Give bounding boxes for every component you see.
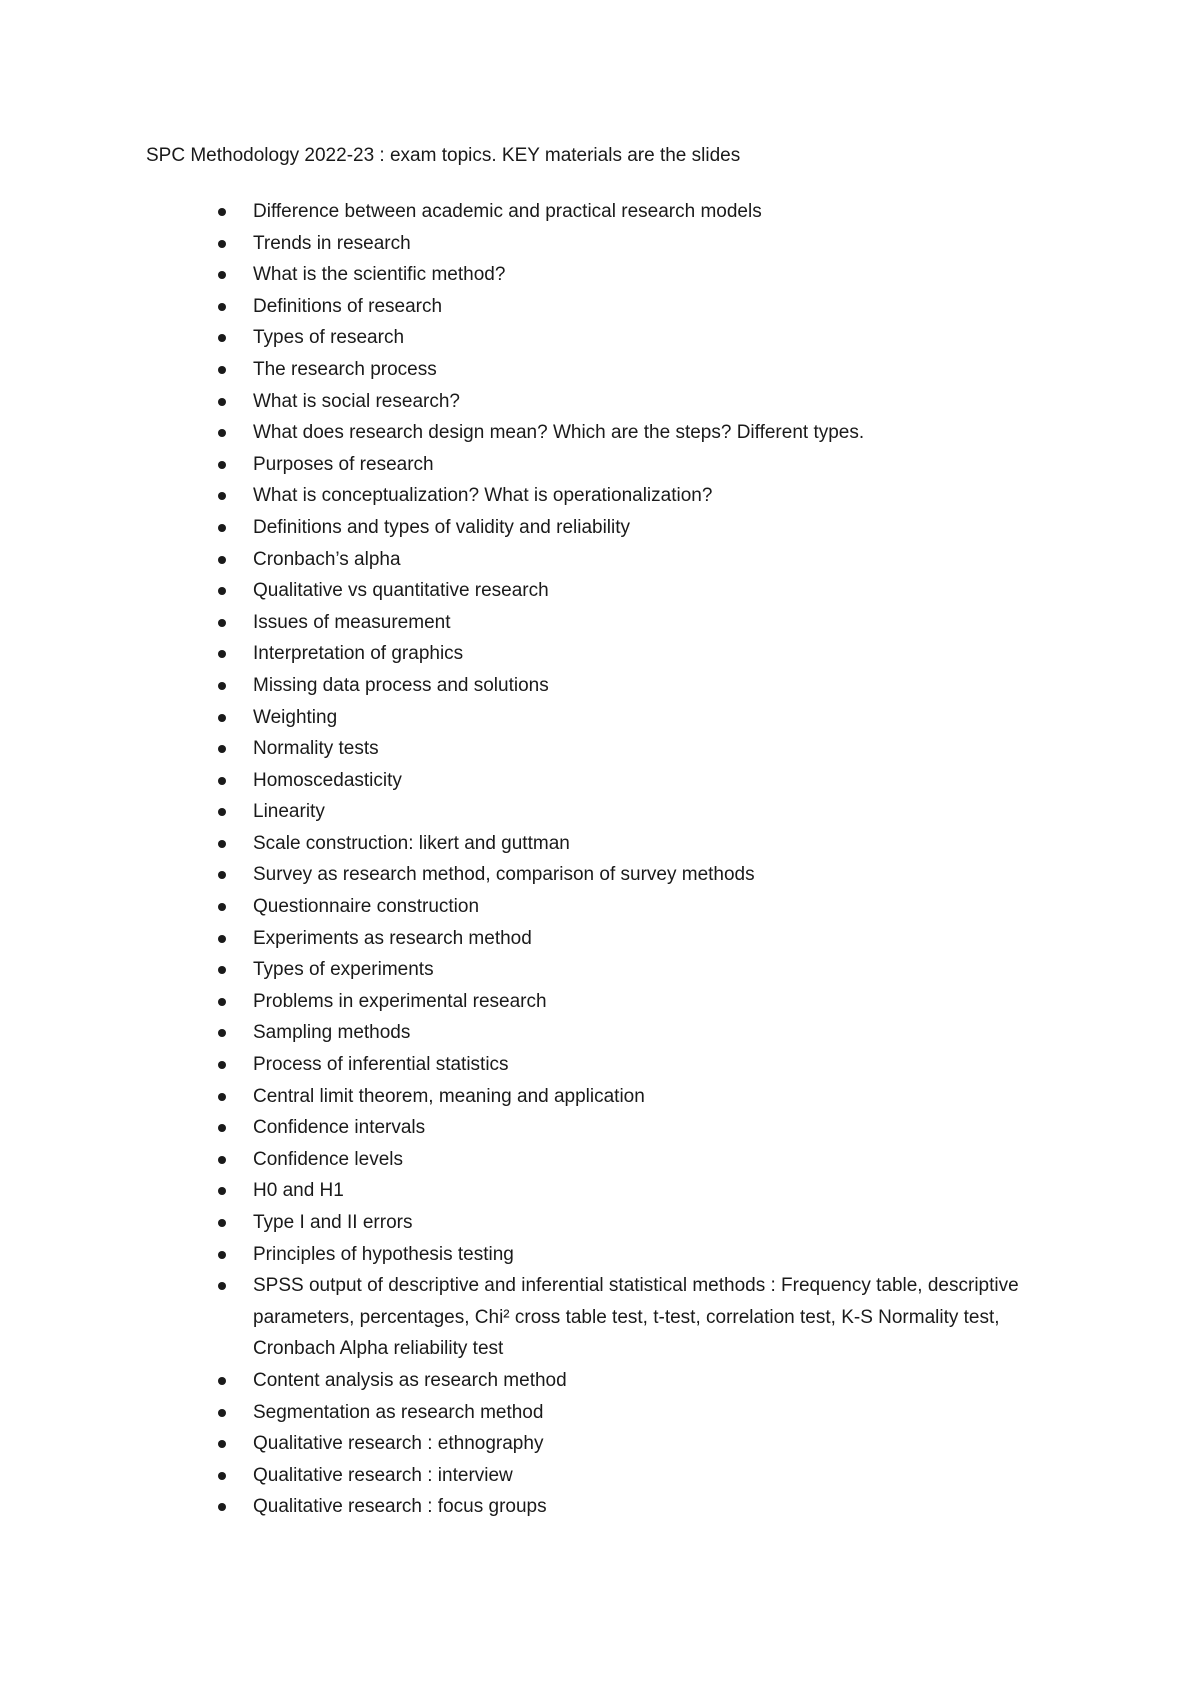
document-title: SPC Methodology 2022-23 : exam topics. KEY materials are the slides	[146, 145, 741, 166]
list-item	[0, 575, 1200, 607]
list-item	[0, 1428, 1200, 1460]
topic-text: Survey as research method, comparison of survey methods	[253, 864, 755, 886]
topic-text: Qualitative research : interview	[253, 1464, 513, 1486]
bullet-icon	[218, 1251, 226, 1259]
topic-text: What does research design mean? Which are the steps? Different types.	[253, 422, 865, 444]
list-item	[0, 449, 1200, 481]
list-item	[0, 638, 1200, 670]
list-item	[0, 796, 1200, 828]
bullet-icon	[218, 650, 226, 658]
topic-text: Qualitative vs quantitative research	[253, 580, 549, 602]
list-item	[0, 1239, 1200, 1271]
bullet-icon	[218, 429, 226, 437]
list-item	[0, 765, 1200, 797]
bullet-icon	[218, 303, 226, 311]
list-item	[0, 1017, 1200, 1049]
bullet-icon	[218, 745, 226, 753]
topic-text: Experiments as research method	[253, 927, 532, 949]
topic-text: Weighting	[253, 706, 338, 728]
topic-text: Homoscedasticity	[253, 769, 402, 791]
bullet-icon	[218, 1219, 226, 1227]
list-item	[0, 1081, 1200, 1113]
topic-text: Principles of hypothesis testing	[253, 1243, 514, 1265]
bullet-icon	[218, 461, 226, 469]
topic-text: What is the scientific method?	[253, 264, 506, 286]
topic-text: Cronbach’s alpha	[253, 548, 401, 570]
topic-text: Interpretation of graphics	[253, 643, 464, 665]
list-item	[0, 1365, 1200, 1397]
bullet-icon	[218, 492, 226, 500]
list-item	[0, 196, 1200, 228]
topic-text: Missing data process and solutions	[253, 674, 549, 696]
topic-text: Issues of measurement	[253, 611, 451, 633]
topic-text: Process of inferential statistics	[253, 1054, 509, 1076]
bullet-icon	[218, 682, 226, 690]
topic-text: What is social research?	[253, 390, 460, 412]
topic-text: Type I and II errors	[253, 1212, 413, 1233]
topic-text: Purposes of research	[253, 453, 434, 475]
bullet-icon	[218, 840, 226, 848]
list-item	[0, 702, 1200, 734]
list-item	[0, 954, 1200, 986]
list-item	[0, 1175, 1200, 1207]
list-item	[0, 1049, 1200, 1081]
topic-text: What is conceptualization? What is operationalization?	[253, 485, 713, 507]
list-item	[0, 891, 1200, 923]
list-item	[0, 1397, 1200, 1429]
bullet-icon	[218, 777, 226, 785]
bullet-icon	[218, 1377, 226, 1385]
bullet-icon	[218, 208, 226, 216]
topic-text: The research process	[253, 358, 437, 380]
list-item	[0, 512, 1200, 544]
bullet-icon	[218, 714, 226, 722]
bullet-icon	[218, 1187, 226, 1195]
list-item	[0, 417, 1200, 449]
list-item	[0, 544, 1200, 576]
list-item	[0, 480, 1200, 512]
bullet-icon	[218, 1156, 226, 1164]
bullet-icon	[218, 1093, 226, 1101]
bullet-icon	[218, 903, 226, 911]
topic-text: Sampling methods	[253, 1022, 411, 1044]
bullet-icon	[218, 935, 226, 943]
list-item	[0, 1491, 1200, 1523]
topic-text: Problems in experimental research	[253, 990, 547, 1012]
topic-text: Types of research	[253, 327, 405, 349]
topic-text: Normality tests	[253, 738, 379, 760]
bullet-icon	[218, 998, 226, 1006]
bullet-icon	[218, 966, 226, 974]
list-item	[0, 859, 1200, 891]
list-item	[0, 1270, 1200, 1365]
list-item	[0, 322, 1200, 354]
bullet-icon	[218, 808, 226, 816]
bullet-icon	[218, 1124, 226, 1132]
topic-text: Trends in research	[253, 232, 411, 254]
list-item	[0, 1112, 1200, 1144]
topic-text: Content analysis as research method	[253, 1369, 567, 1391]
list-item	[0, 1460, 1200, 1492]
topic-text: Confidence levels	[253, 1148, 403, 1170]
list-item	[0, 386, 1200, 418]
bullet-icon	[218, 1061, 226, 1069]
topic-text: Definitions and types of validity and reliability	[253, 516, 631, 538]
topic-text: H0 and H1	[253, 1180, 344, 1202]
bullet-icon	[218, 271, 226, 279]
topic-text: Qualitative research : focus groups	[253, 1496, 547, 1518]
list-item	[0, 354, 1200, 386]
topic-text: Definitions of research	[253, 295, 443, 317]
topic-text: Scale construction: likert and guttman	[253, 832, 570, 854]
topic-text: Types of experiments	[253, 959, 434, 981]
bullet-icon	[218, 1503, 226, 1511]
bullet-icon	[218, 524, 226, 532]
bullet-icon	[218, 1029, 226, 1037]
topic-text: Central limit theorem, meaning and application	[253, 1085, 645, 1107]
list-item	[0, 1144, 1200, 1176]
list-item	[0, 923, 1200, 955]
bullet-icon	[218, 1282, 226, 1290]
list-item	[0, 986, 1200, 1018]
list-item	[0, 228, 1200, 260]
topic-text: Confidence intervals	[253, 1117, 426, 1139]
bullet-icon	[218, 1440, 226, 1448]
bullet-icon	[218, 556, 226, 564]
list-item	[0, 828, 1200, 860]
bullet-icon	[218, 871, 226, 879]
topic-text: Difference between academic and practical research models	[253, 201, 762, 222]
list-item	[0, 670, 1200, 702]
bullet-icon	[218, 366, 226, 374]
topic-text: Linearity	[253, 801, 325, 823]
topic-text: Qualitative research : ethnography	[253, 1433, 544, 1455]
bullet-icon	[218, 334, 226, 342]
topic-text: Questionnaire construction	[253, 896, 480, 918]
list-item	[0, 607, 1200, 639]
list-item	[0, 1207, 1200, 1239]
topic-text: SPSS output of descriptive and inferential statistical methods : Frequency table, descriptive parameters, percentages, Chi² cross table test, t-test, correlation test, K-S Normality test, Cronbach Alpha reliability test	[253, 1275, 1019, 1360]
bullet-icon	[218, 619, 226, 627]
list-item	[0, 733, 1200, 765]
bullet-icon	[218, 398, 226, 406]
bullet-icon	[218, 1409, 226, 1417]
bullet-icon	[218, 1472, 226, 1480]
exam-topic-list	[0, 196, 1200, 1523]
bullet-icon	[218, 240, 226, 248]
bullet-icon	[218, 587, 226, 595]
list-item	[0, 291, 1200, 323]
topic-text: Segmentation as research method	[253, 1401, 544, 1423]
list-item	[0, 259, 1200, 291]
